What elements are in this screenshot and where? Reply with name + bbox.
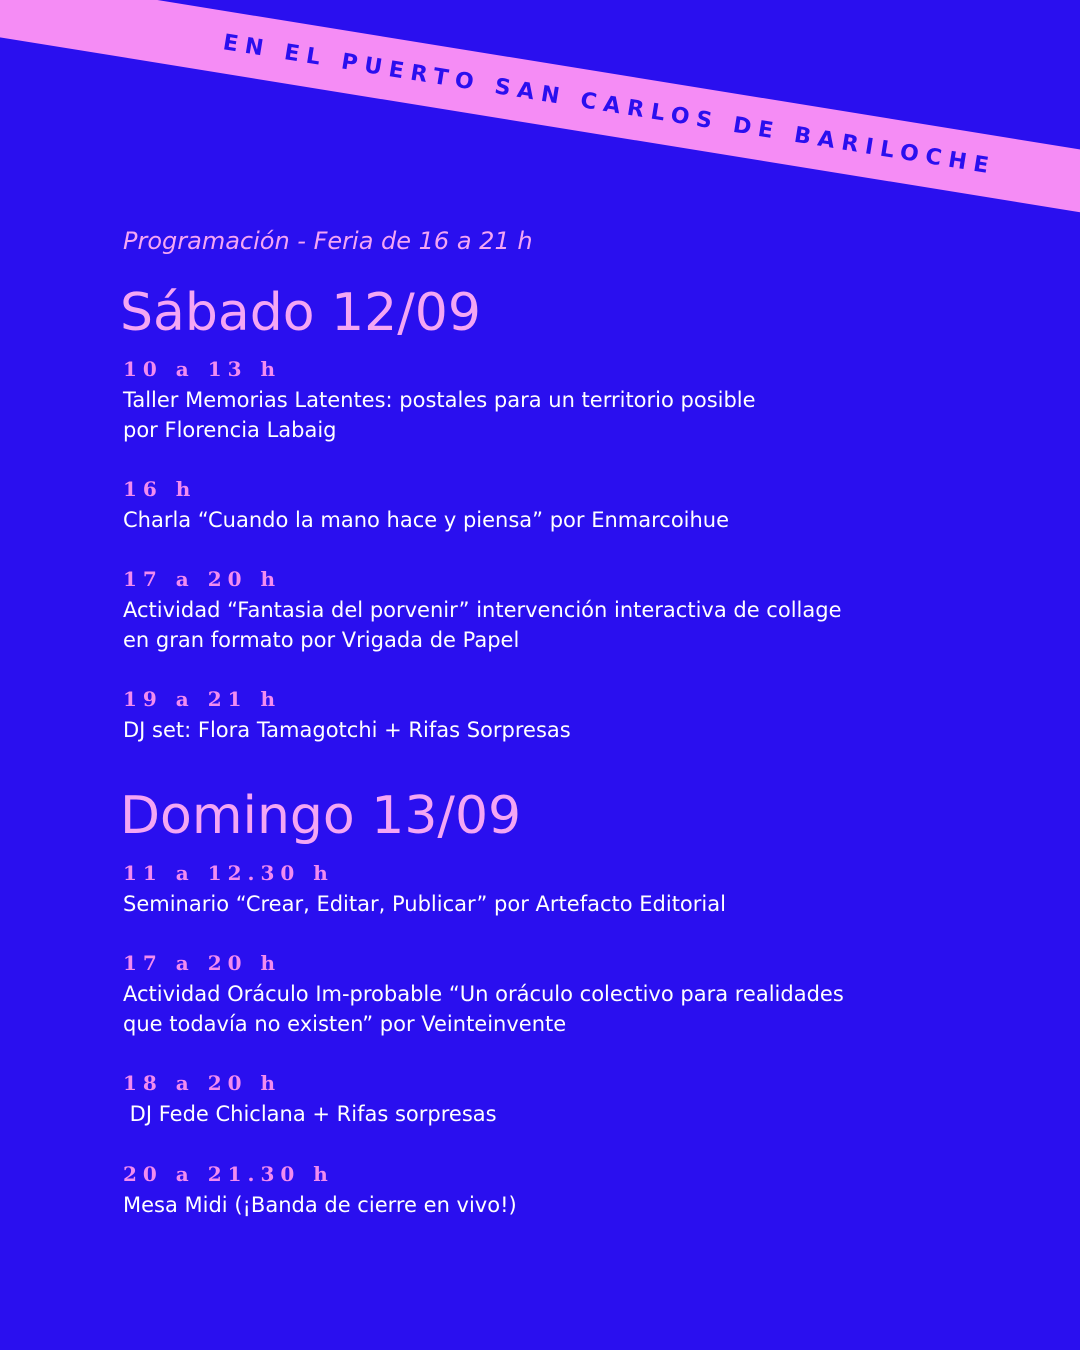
event-description-line: DJ Fede Chiclana + Rifas sorpresas [123, 1102, 497, 1126]
event-time: 18 a 20 h [123, 1071, 282, 1095]
location-banner [0, 0, 1080, 223]
event-time: 10 a 13 h [123, 357, 282, 381]
event-time: 17 a 20 h [123, 951, 282, 975]
event-time: 11 a 12.30 h [123, 861, 334, 885]
event-item [123, 1071, 497, 1129]
event-item [123, 687, 571, 745]
event-description-line: por Florencia Labaig [123, 418, 337, 442]
event-description-line: DJ set: Flora Tamagotchi + Rifas Sorpresas [123, 718, 571, 742]
event-description-line: Charla “Cuando la mano hace y piensa” por Enmarcoihue [123, 508, 730, 532]
event-description-line: en gran formato por Vrigada de Papel [123, 628, 520, 652]
event-description-line: Actividad “Fantasia del porvenir” intervención interactiva de collage [123, 598, 842, 622]
event-description-line: que todavía no existen” por Veinteinvente [123, 1012, 567, 1036]
event-item [123, 567, 842, 655]
event-item [123, 1162, 517, 1220]
event-time: 16 h [123, 477, 197, 501]
event-time: 17 a 20 h [123, 567, 282, 591]
day-title-saturday: Sábado 12/09 [120, 283, 481, 343]
event-description-line: Mesa Midi (¡Banda de cierre en vivo!) [123, 1193, 517, 1217]
event-item [123, 951, 844, 1039]
event-item [123, 357, 756, 445]
event-description-line: Seminario “Crear, Editar, Publicar” por Artefacto Editorial [123, 892, 726, 916]
day-title-sunday: Domingo 13/09 [120, 786, 522, 846]
event-item [123, 861, 726, 919]
location-banner-text: EN EL PUERTO SAN CARLOS DE BARILOCHE [221, 29, 998, 180]
event-description-line: Taller Memorias Latentes: postales para un territorio posible [123, 388, 756, 412]
event-description-line: Actividad Oráculo Im-probable “Un oráculo colectivo para realidades [123, 982, 844, 1006]
event-time: 19 a 21 h [123, 687, 282, 711]
program-subtitle: Programación - Feria de 16 a 21 h [123, 227, 533, 255]
event-time: 20 a 21.30 h [123, 1162, 334, 1186]
event-item [123, 477, 729, 535]
